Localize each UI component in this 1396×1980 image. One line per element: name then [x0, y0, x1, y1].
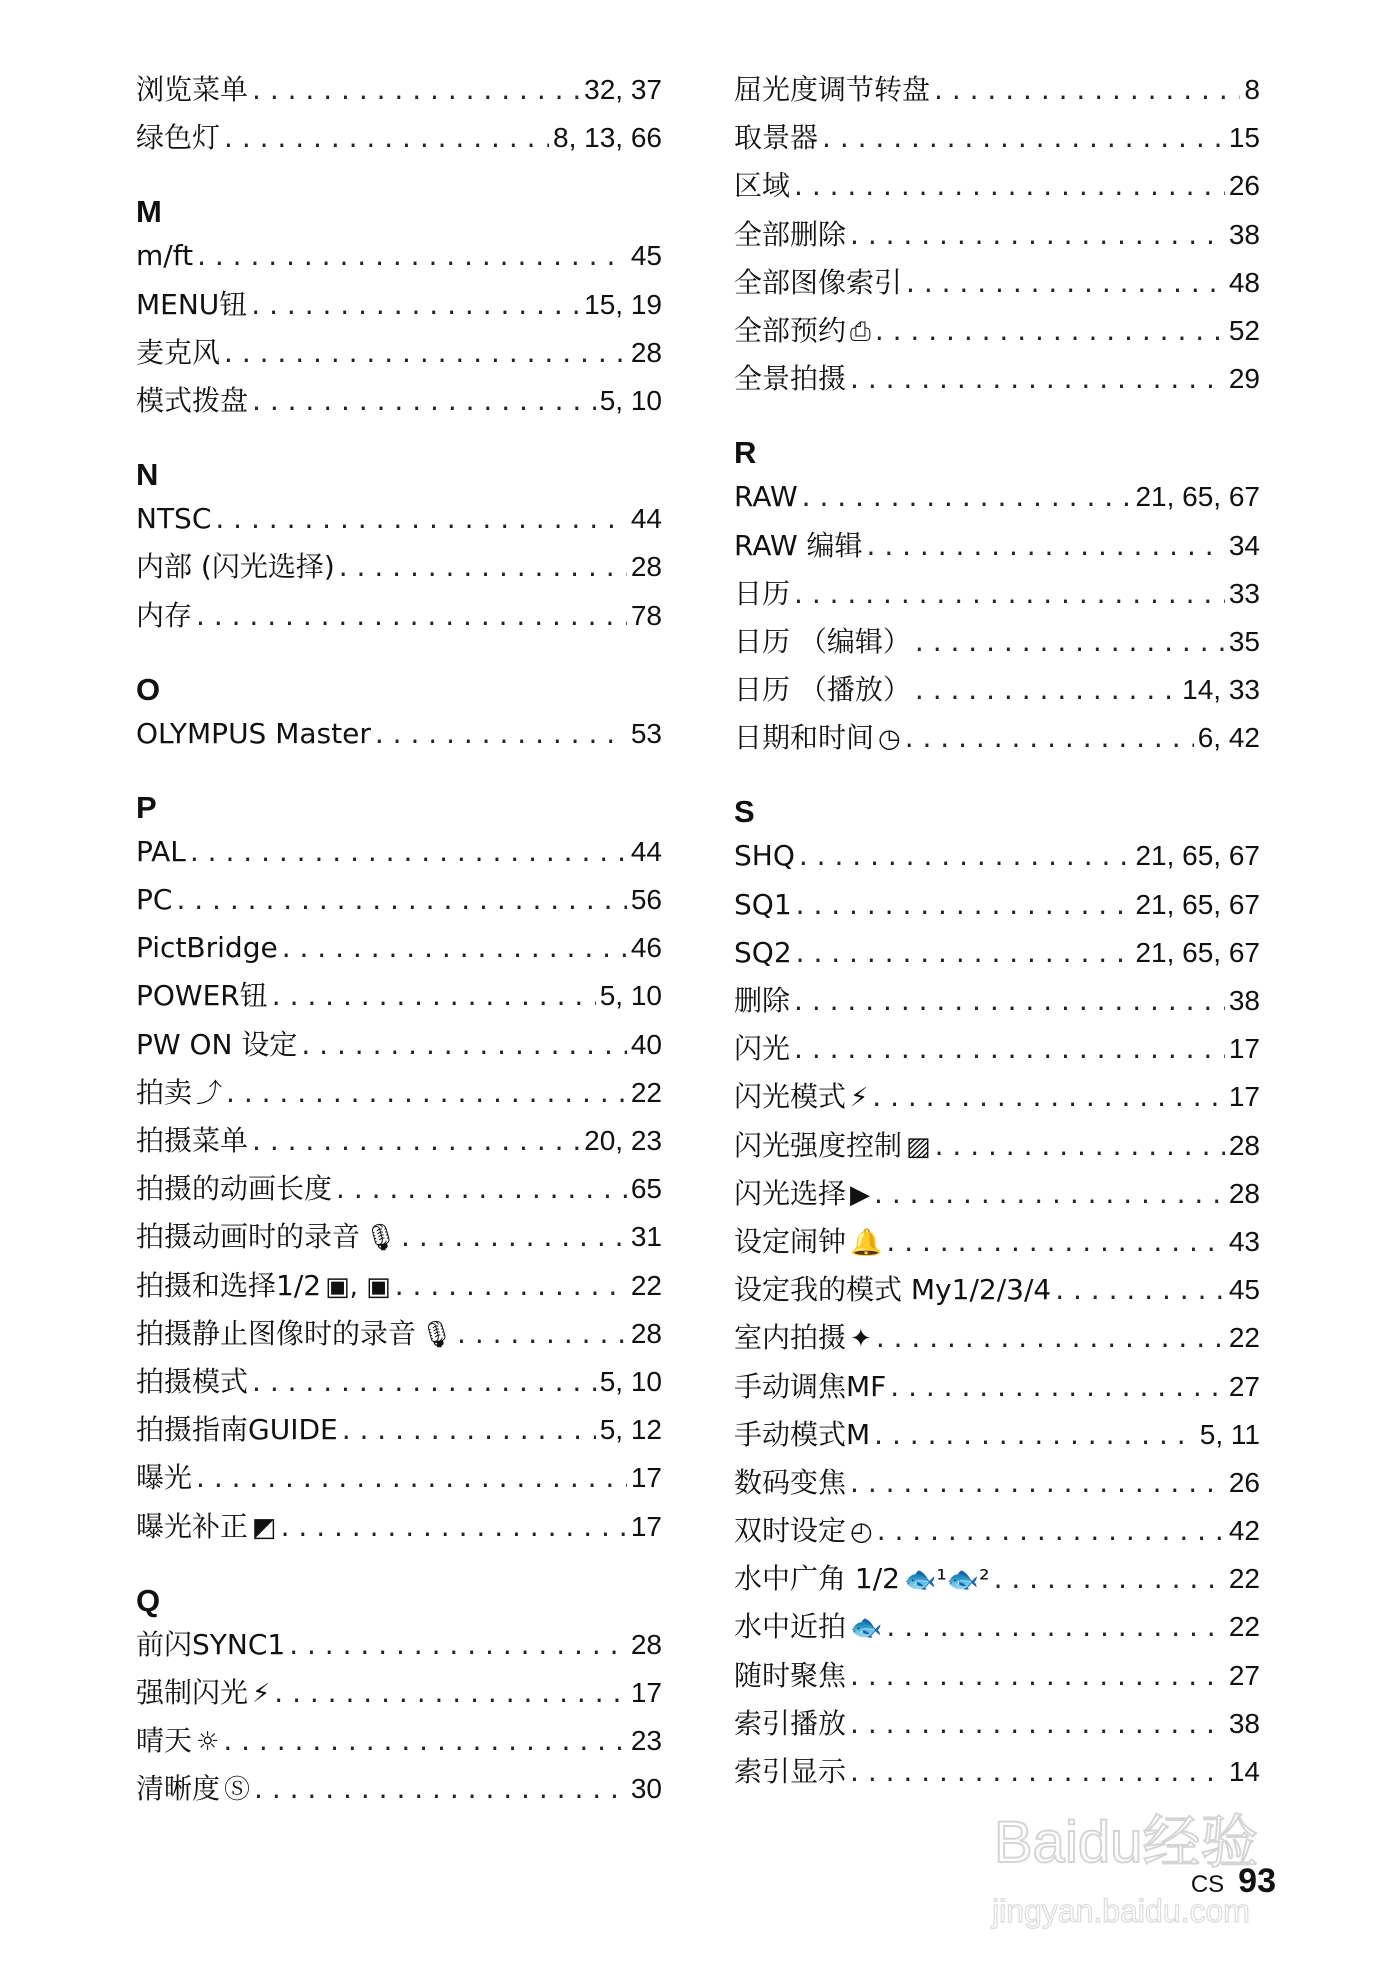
- dot-leader: [196, 1454, 627, 1502]
- index-term: 设定闹钟: [734, 1224, 847, 1258]
- dot-leader: [223, 1717, 627, 1765]
- watermark-brand: Baidu经验: [994, 1810, 1259, 1875]
- dot-leader: [342, 1406, 596, 1454]
- index-term: 手动模式M: [734, 1417, 871, 1451]
- dot-leader: [905, 714, 1194, 762]
- flash-intensity-icon: ▨: [906, 1131, 931, 1162]
- section-letter: N: [136, 457, 159, 493]
- page-refs: 29: [1228, 363, 1260, 395]
- index-entry: [136, 828, 662, 876]
- index-entry: [136, 972, 662, 1020]
- page-refs: 21, 65, 67: [1135, 888, 1260, 920]
- page-refs: 14: [1228, 1756, 1260, 1787]
- dot-leader: [890, 1363, 1225, 1411]
- dot-leader: [822, 114, 1225, 162]
- index-term: 全景拍摄: [734, 362, 847, 396]
- dot-leader: [176, 876, 626, 924]
- dot-leader: [252, 1358, 596, 1406]
- dot-leader: [875, 307, 1225, 355]
- index-entry: [734, 1314, 1260, 1362]
- dot-leader: [301, 1021, 626, 1069]
- index-term: PW ON 设定: [136, 1027, 298, 1061]
- index-term: MENU钮: [136, 287, 248, 321]
- page-refs: 43: [1228, 1225, 1260, 1257]
- index-term: RAW 编辑: [734, 528, 863, 562]
- page-refs: 52: [1228, 314, 1260, 346]
- dot-leader: [886, 1603, 1224, 1651]
- index-term: 双时设定: [734, 1514, 847, 1548]
- page-refs: 46: [630, 932, 662, 964]
- index-term: RAW: [734, 480, 798, 514]
- index-entry: [734, 1266, 1260, 1314]
- page-refs: 5, 11: [1199, 1418, 1260, 1450]
- index-term: 随时聚焦: [734, 1658, 847, 1692]
- index-entry: [734, 929, 1260, 977]
- language-code: CS: [1190, 1871, 1225, 1898]
- index-entry: [136, 1213, 662, 1261]
- index-entry: [136, 543, 662, 591]
- index-entry: [734, 1363, 1260, 1411]
- dot-leader: [876, 1314, 1225, 1362]
- page-refs: 78: [630, 599, 662, 631]
- index-entry: [136, 1021, 662, 1069]
- sun-icon: ☼: [196, 1727, 220, 1758]
- index-entry: [734, 66, 1260, 114]
- index-entry: [136, 281, 662, 329]
- shoot-select-icon: ▣, ▣: [325, 1271, 391, 1302]
- index-term: 设定我的模式 My1/2/3/4: [734, 1273, 1052, 1307]
- index-entry: [734, 881, 1260, 929]
- page-refs: 32, 37: [584, 74, 662, 105]
- page-refs: 28: [630, 1628, 662, 1660]
- underwater-macro-icon: 🐟: [850, 1613, 883, 1644]
- dot-leader: [336, 1165, 627, 1213]
- page-refs: 21, 65, 67: [1135, 840, 1260, 872]
- index-section: [136, 192, 662, 425]
- index-term: 数码变焦: [734, 1465, 847, 1499]
- flash-icon: ⚡: [850, 1083, 869, 1114]
- dot-leader: [796, 881, 1132, 929]
- index-term: 全部图像索引: [734, 265, 903, 299]
- index-entry: [136, 329, 662, 377]
- dot-leader: [339, 543, 627, 591]
- index-entry: [734, 1218, 1260, 1266]
- auction-icon: ⤴: [196, 1078, 223, 1109]
- microphone-icon: 🎙: [364, 1223, 398, 1254]
- index-column-left: [136, 66, 662, 1843]
- index-entry: [734, 618, 1260, 666]
- index-term: 取景器: [734, 121, 819, 155]
- dot-leader: [196, 592, 627, 640]
- index-term: 删除: [734, 984, 791, 1017]
- dot-leader: [867, 522, 1225, 570]
- index-entry: [734, 1603, 1260, 1651]
- page-refs: 17: [630, 1462, 662, 1494]
- index-term: 日历 （播放）: [734, 673, 911, 707]
- page-refs: 44: [630, 835, 662, 867]
- dot-leader: [915, 618, 1225, 666]
- dot-leader: [254, 1765, 627, 1813]
- dot-leader: [274, 1669, 627, 1717]
- index-entry: [734, 259, 1260, 307]
- page-refs: 20, 23: [584, 1125, 662, 1156]
- page-refs: 34: [1228, 529, 1260, 561]
- page-refs: 28: [630, 336, 662, 368]
- index-term: 日历: [734, 576, 791, 610]
- baidu-watermark: [990, 1790, 1310, 1940]
- dot-leader: [794, 162, 1225, 210]
- index-term: 晴天: [136, 1724, 193, 1758]
- index-section: [734, 433, 1260, 762]
- page-refs: 17: [630, 1510, 662, 1542]
- page-refs: 22: [630, 1076, 662, 1108]
- dot-leader: [794, 1025, 1225, 1073]
- section-letter: P: [136, 789, 157, 825]
- index-entry: [734, 1170, 1260, 1218]
- microphone-icon: 🎙: [420, 1319, 454, 1350]
- index-term: 拍摄和选择1/2: [136, 1268, 322, 1302]
- index-entry: [734, 1555, 1260, 1603]
- page-refs: 17: [1228, 1033, 1260, 1065]
- index-term: 拍摄的动画长度: [136, 1172, 333, 1206]
- page-refs: 31: [630, 1221, 662, 1253]
- page-refs: 27: [1228, 1370, 1260, 1402]
- index-term: 强制闪光: [136, 1675, 249, 1709]
- dot-leader: [215, 495, 626, 543]
- index-term: SQ2: [734, 935, 792, 969]
- index-section: [136, 66, 662, 162]
- dot-leader: [906, 259, 1225, 307]
- clock-icon: ◷: [878, 724, 901, 755]
- index-term: 拍摄菜单: [136, 1124, 249, 1157]
- index-term: 清晰度: [136, 1772, 221, 1806]
- index-term: 闪光选择: [734, 1176, 847, 1210]
- dot-leader: [281, 1503, 627, 1551]
- page-refs: 15: [1228, 122, 1260, 154]
- dot-leader: [1055, 1266, 1225, 1314]
- page-refs: 35: [1228, 625, 1260, 657]
- index-term: 区域: [734, 169, 791, 203]
- dot-leader: [877, 1507, 1225, 1555]
- index-term: POWER钮: [136, 979, 268, 1013]
- page-refs: 28: [630, 551, 662, 583]
- page-refs: 26: [1228, 1466, 1260, 1498]
- exposure-comp-icon: ◩: [252, 1512, 277, 1543]
- dot-leader: [272, 972, 596, 1020]
- index-entry: [734, 1748, 1260, 1796]
- page-refs: 28: [630, 1317, 662, 1349]
- page-refs: 53: [630, 717, 662, 749]
- page-refs: 26: [1228, 170, 1260, 202]
- index-section: [734, 792, 1260, 1796]
- index-entry: [734, 666, 1260, 714]
- index-term: PictBridge: [136, 931, 278, 965]
- dot-leader: [935, 1122, 1225, 1170]
- index-entry: [734, 114, 1260, 162]
- page-refs: 22: [1228, 1563, 1260, 1595]
- index-entry: [136, 377, 662, 425]
- dot-leader: [375, 710, 627, 758]
- dot-leader: [886, 1218, 1224, 1266]
- index-term: 全部预约: [734, 313, 847, 347]
- index-term: 内存: [136, 598, 193, 632]
- dot-leader: [457, 1310, 627, 1358]
- index-term: 拍摄模式: [136, 1364, 249, 1398]
- dot-leader: [252, 66, 580, 114]
- index-entry: [136, 1069, 662, 1117]
- section-letter: M: [136, 194, 162, 230]
- index-term: 室内拍摄: [734, 1321, 847, 1355]
- dot-leader: [802, 473, 1132, 521]
- page-refs: 28: [1228, 1129, 1260, 1161]
- index-section: [136, 455, 662, 640]
- index-entry: [136, 710, 662, 758]
- index-entry: [136, 114, 662, 162]
- index-term: 绿色灯: [136, 121, 221, 155]
- page-refs: 48: [1228, 266, 1260, 298]
- page-refs: 44: [630, 503, 662, 535]
- index-entry: [136, 1503, 662, 1551]
- page-refs: 21, 65, 67: [1135, 936, 1260, 968]
- dot-leader: [252, 377, 596, 425]
- page-refs: 38: [1228, 218, 1260, 250]
- index-entry: [136, 1621, 662, 1669]
- dot-leader: [850, 1652, 1225, 1700]
- section-letter: S: [734, 794, 755, 830]
- page-refs: 42: [1228, 1515, 1260, 1547]
- dot-leader: [850, 211, 1225, 259]
- section-letter: O: [136, 671, 161, 707]
- index-term: PC: [136, 883, 173, 917]
- page-refs: 17: [630, 1676, 662, 1708]
- page-refs: 5, 10: [599, 1365, 662, 1397]
- page-refs: 22: [630, 1269, 662, 1301]
- index-term: 日历 （编辑）: [734, 624, 911, 658]
- dot-leader: [874, 1170, 1225, 1218]
- dot-leader: [289, 1621, 627, 1669]
- index-term: 索引显示: [734, 1755, 847, 1788]
- index-entry: [136, 232, 662, 280]
- dot-leader: [850, 1700, 1225, 1748]
- dot-leader: [224, 329, 627, 377]
- index-entry: [734, 1025, 1260, 1073]
- page-refs: 14, 33: [1182, 674, 1260, 706]
- index-entry: [734, 1652, 1260, 1700]
- dot-leader: [190, 828, 627, 876]
- index-term: 拍摄动画时的录音: [136, 1220, 361, 1254]
- page-refs: 65: [630, 1173, 662, 1205]
- page-refs: 23: [630, 1725, 662, 1757]
- dot-leader: [794, 570, 1225, 618]
- index-term: 手动调焦MF: [734, 1369, 887, 1403]
- page-refs: 5, 12: [599, 1414, 662, 1446]
- index-entry: [136, 1765, 662, 1813]
- dot-leader: [197, 232, 627, 280]
- index-entry: [136, 1669, 662, 1717]
- index-entry: [136, 1165, 662, 1213]
- index-entry: [734, 977, 1260, 1025]
- page-refs: 21, 65, 67: [1135, 481, 1260, 513]
- index-entry: [734, 162, 1260, 210]
- index-term: SQ1: [734, 887, 792, 921]
- index-entry: [136, 924, 662, 972]
- dot-leader: [934, 66, 1240, 114]
- page-refs: 8: [1244, 74, 1260, 105]
- alarm-bell-icon: 🔔: [850, 1227, 883, 1258]
- dot-leader: [850, 1748, 1225, 1796]
- index-entry: [136, 1717, 662, 1765]
- dot-leader: [994, 1555, 1225, 1603]
- index-term: m/ft: [136, 239, 194, 273]
- index-entry: [136, 1310, 662, 1358]
- index-entry: [734, 522, 1260, 570]
- dot-leader: [872, 1073, 1225, 1121]
- index-entry: [734, 307, 1260, 355]
- page-refs: 33: [1228, 577, 1260, 609]
- page-refs: 38: [1228, 1707, 1260, 1739]
- index-term: 日期和时间: [734, 721, 875, 755]
- index-entry: [734, 473, 1260, 521]
- index-entry: [734, 1122, 1260, 1170]
- all-print-icon: ⎙: [850, 316, 871, 347]
- index-column-right: [734, 66, 1260, 1826]
- section-letter: Q: [136, 1582, 161, 1618]
- dot-leader: [251, 281, 580, 329]
- dual-time-icon: ◴: [850, 1517, 873, 1548]
- index-term: 曝光: [136, 1461, 193, 1495]
- index-entry: [734, 211, 1260, 259]
- index-term: 前闪SYNC1: [136, 1627, 286, 1661]
- index-term: 闪光模式: [734, 1080, 847, 1114]
- index-term: 索引播放: [734, 1706, 847, 1740]
- index-section: [136, 1581, 662, 1814]
- index-entry: [136, 592, 662, 640]
- index-section: [136, 788, 662, 1551]
- dot-leader: [915, 666, 1178, 714]
- index-entry: [734, 1700, 1260, 1748]
- page-refs: 30: [630, 1773, 662, 1805]
- dot-leader: [850, 1459, 1225, 1507]
- index-entry: [734, 1507, 1260, 1555]
- index-term: 水中近拍: [734, 1610, 847, 1644]
- index-term: 麦克风: [136, 335, 221, 369]
- page-refs: 40: [630, 1028, 662, 1060]
- index-term: 水中广角 1/2: [734, 1562, 900, 1596]
- indoor-icon: ✦: [850, 1324, 872, 1355]
- index-entry: [734, 832, 1260, 880]
- dot-leader: [282, 924, 627, 972]
- page-refs: 17: [1228, 1081, 1260, 1113]
- sharpness-icon: Ⓢ: [224, 1775, 251, 1806]
- index-term: 屈光度调节转盘: [734, 73, 931, 106]
- watermark-url: jingyan.baidu.com: [992, 1893, 1250, 1929]
- index-entry: [136, 66, 662, 114]
- page-refs: 22: [1228, 1611, 1260, 1643]
- index-term: 模式拨盘: [136, 383, 249, 417]
- page-refs: 56: [630, 884, 662, 916]
- index-term: NTSC: [136, 502, 212, 536]
- index-entry: [136, 1454, 662, 1502]
- index-section: [734, 66, 1260, 403]
- index-term: 闪光强度控制: [734, 1128, 903, 1162]
- index-entry: [734, 570, 1260, 618]
- page-refs: 27: [1228, 1659, 1260, 1691]
- index-entry: [136, 1117, 662, 1165]
- index-entry: [136, 1406, 662, 1454]
- dot-leader: [799, 832, 1132, 880]
- index-entry: [734, 355, 1260, 403]
- dot-leader: [226, 1069, 627, 1117]
- page-refs: 28: [1228, 1177, 1260, 1209]
- underwater-wide-icon: 🐟¹🐟²: [903, 1565, 990, 1596]
- index-entry: [734, 1411, 1260, 1459]
- dot-leader: [794, 977, 1225, 1025]
- index-entry: [734, 714, 1260, 762]
- flash-icon: ⚡: [252, 1678, 271, 1709]
- index-term: 闪光: [734, 1032, 791, 1066]
- index-entry: [136, 495, 662, 543]
- index-term: 全部删除: [734, 217, 847, 251]
- index-entry: [136, 1262, 662, 1310]
- page-refs: 38: [1228, 985, 1260, 1016]
- dot-leader: [874, 1411, 1196, 1459]
- index-entry: [136, 1358, 662, 1406]
- index-term: 拍摄静止图像时的录音: [136, 1316, 417, 1350]
- flash-select-icon: ▶: [850, 1179, 871, 1210]
- index-term: 拍摄指南GUIDE: [136, 1413, 338, 1447]
- page-refs: 22: [1228, 1322, 1260, 1354]
- dot-leader: [252, 1117, 580, 1165]
- index-term: 拍卖: [136, 1075, 193, 1109]
- page-refs: 5, 10: [599, 980, 662, 1012]
- index-term: PAL: [136, 834, 186, 868]
- index-term: 曝光补正: [136, 1509, 249, 1543]
- index-term: 浏览菜单: [136, 73, 249, 106]
- index-term: OLYMPUS Master: [136, 716, 371, 750]
- dot-leader: [796, 929, 1132, 977]
- dot-leader: [850, 355, 1225, 403]
- dot-leader: [224, 114, 549, 162]
- index-term: 内部 (闪光选择): [136, 550, 335, 584]
- page-refs: 8, 13, 66: [553, 122, 662, 154]
- index-section: [136, 670, 662, 758]
- page-refs: 5, 10: [599, 384, 662, 416]
- page-refs: 15, 19: [584, 288, 662, 320]
- index-entry: [734, 1459, 1260, 1507]
- page-refs: 45: [630, 240, 662, 272]
- index-entry: [136, 876, 662, 924]
- dot-leader: [401, 1213, 627, 1261]
- page-refs: 6, 42: [1197, 722, 1260, 754]
- section-letter: R: [734, 435, 757, 471]
- index-term: SHQ: [734, 839, 795, 873]
- page-refs: 45: [1228, 1274, 1260, 1306]
- index-entry: [734, 1073, 1260, 1121]
- page-number: 93: [1238, 1862, 1276, 1900]
- dot-leader: [395, 1262, 627, 1310]
